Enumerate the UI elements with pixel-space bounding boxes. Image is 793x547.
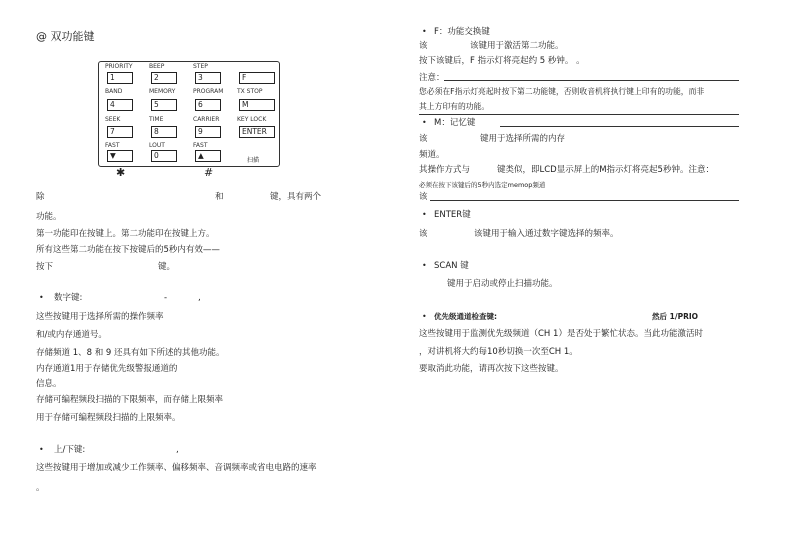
m-line-5: 该	[419, 192, 428, 202]
keypad-scan-label: 扫描	[247, 157, 260, 164]
keypad-label: FAST	[193, 142, 208, 149]
bullet-m: •	[422, 118, 427, 127]
enter-line-1b: 该键用于输入通过数字键选择的频率。	[474, 229, 619, 239]
enter-key-title: ENTER键	[434, 210, 471, 220]
digit-line-3: 存储频道 1、8 和 9 还具有如下所述的其他功能。	[36, 348, 225, 358]
keypad-key[interactable]: M	[239, 99, 275, 111]
keypad-label: PRIORITY	[105, 63, 133, 70]
m-line-4: 必须在按下该键后的5秒内选定memop频道	[419, 181, 546, 189]
m-line-3a: 其操作方式与	[419, 165, 471, 175]
f-line-2: 按下该键后，F 指示灯将亮起约 5 秒钟。 。	[419, 56, 585, 66]
keypad-label: FAST	[105, 142, 120, 149]
para-functions: 功能。	[36, 212, 62, 222]
keypad-star-symbol: ✱	[116, 166, 126, 179]
keypad-key[interactable]: 1	[107, 72, 133, 84]
m-title-rule	[500, 126, 739, 127]
keypad-key[interactable]: F	[239, 72, 275, 84]
updown-line-1: 这些按键用于增加或减少工作频率、偏移频率、音调频率或省电电路的速率	[36, 463, 317, 473]
para-and: 和	[215, 192, 224, 202]
keypad-label: TIME	[149, 116, 164, 123]
priority-then-1-prio: 然后 1/PRIO	[652, 312, 699, 321]
keypad-label: KEY LOCK	[237, 116, 267, 123]
keypad-key[interactable]: 3	[195, 72, 221, 84]
para-first-function: 第一功能印在按键上。第二功能印在按键上方。	[36, 229, 215, 239]
keypad-label: PROGRAM	[193, 88, 224, 95]
para-press: 按下	[36, 262, 54, 272]
updown-line-2: 。	[36, 483, 45, 493]
digit-comma: ,	[198, 293, 201, 303]
keypad-key[interactable]: 9	[195, 126, 221, 138]
digit-dash: -	[164, 293, 168, 303]
keypad-key[interactable]: 8	[151, 126, 177, 138]
scan-key-title: SCAN 键	[434, 261, 469, 271]
keypad-label: BAND	[105, 88, 123, 95]
priority-line-3: 要取消此功能，请再次按下这些按键。	[419, 364, 564, 374]
m-line-3b: 键类似，即LCD显示屏上的M指示灯将亮起5秒钟。注意：	[497, 165, 714, 175]
keypad-key[interactable]: ENTER	[239, 126, 275, 138]
keypad-key[interactable]: 7	[107, 126, 133, 138]
para-second-function-valid: 所有这些第二功能在按下按键后的5秒内有效——	[36, 245, 220, 255]
keypad-key[interactable]: 6	[195, 99, 221, 111]
digit-line-5: 信息。	[36, 379, 62, 389]
para-has-two: 键，具有两个	[270, 192, 322, 202]
f-key-title: F：功能交换键	[434, 27, 490, 37]
keypad-key[interactable]: 2	[151, 72, 177, 84]
enter-line-1a: 该	[419, 229, 428, 239]
keypad-label: STEP	[193, 63, 208, 70]
m-line-1b: 键用于选择所需的内存	[480, 134, 566, 144]
digit-line-4: 内存通道1用于存储优先级警报通道的	[36, 364, 178, 374]
digit-line-6: 存储可编程频段扫描的下限频率，而存储上限频率	[36, 395, 224, 405]
digit-keys-title: 数字键:	[54, 293, 83, 303]
f-line-1b: 该键用于激活第二功能。	[470, 41, 564, 51]
m-line-1a: 该	[419, 134, 428, 144]
f-section-rule	[419, 114, 739, 115]
bullet-priority: •	[422, 312, 427, 321]
keypad-diagram	[98, 61, 280, 167]
digit-line-7: 用于存储可编程频段扫描的上限频率。	[36, 413, 181, 423]
keypad-key[interactable]: 5	[151, 99, 177, 111]
para-except: 除	[36, 192, 45, 202]
keypad-key[interactable]: ▼	[107, 150, 133, 162]
scan-line-1: 键用于启动或停止扫描功能。	[447, 279, 558, 289]
bullet-digit: •	[39, 293, 44, 302]
f-line-1a: 该	[419, 41, 428, 51]
keypad-label: BEEP	[149, 63, 165, 70]
f-line-3: 您必须在F指示灯亮起时按下第二功能键，否则收音机将执行键上印有的功能，而非	[419, 87, 705, 96]
para-key: 键。	[158, 262, 176, 272]
keypad-hash-symbol: #	[204, 166, 214, 179]
keypad-label: LOUT	[149, 142, 165, 149]
priority-line-1: 这些按键用于监测优先级频道（CH 1）是否处于繁忙状态。当此功能激活时	[419, 329, 703, 339]
bullet-updown: •	[39, 445, 44, 454]
m-key-title: M：记忆键	[434, 118, 476, 128]
m-line-2: 频道。	[419, 150, 445, 160]
keypad-label: CARRIER	[193, 116, 220, 123]
bullet-f: •	[422, 27, 427, 36]
keypad-key[interactable]: 0	[151, 150, 177, 162]
f-note-label: 注意：	[419, 73, 445, 83]
keypad-key[interactable]: ▲	[195, 150, 221, 162]
updown-keys-title: 上/下键:	[54, 445, 86, 455]
section-title-dual-function: @ 双功能键	[36, 30, 95, 43]
f-line-4: 其上方印有的功能。	[419, 102, 490, 111]
keypad-label: TX STOP	[237, 88, 263, 95]
updown-comma: ,	[176, 445, 179, 455]
keypad-label: SEEK	[105, 116, 121, 123]
priority-key-title: 优先级通道检查键:	[434, 312, 497, 321]
bullet-scan: •	[422, 261, 427, 270]
f-note-rule	[444, 80, 739, 81]
digit-line-1: 这些按键用于选择所需的操作频率	[36, 312, 164, 322]
keypad-key[interactable]: 4	[107, 99, 133, 111]
digit-line-2: 和/或内存通道号。	[36, 330, 107, 340]
priority-line-2: ，对讲机将大约每10秒切换一次至CH 1。	[419, 347, 578, 357]
keypad-label: MEMORY	[149, 88, 176, 95]
m-bottom-rule	[430, 200, 739, 201]
bullet-enter: •	[422, 210, 427, 219]
